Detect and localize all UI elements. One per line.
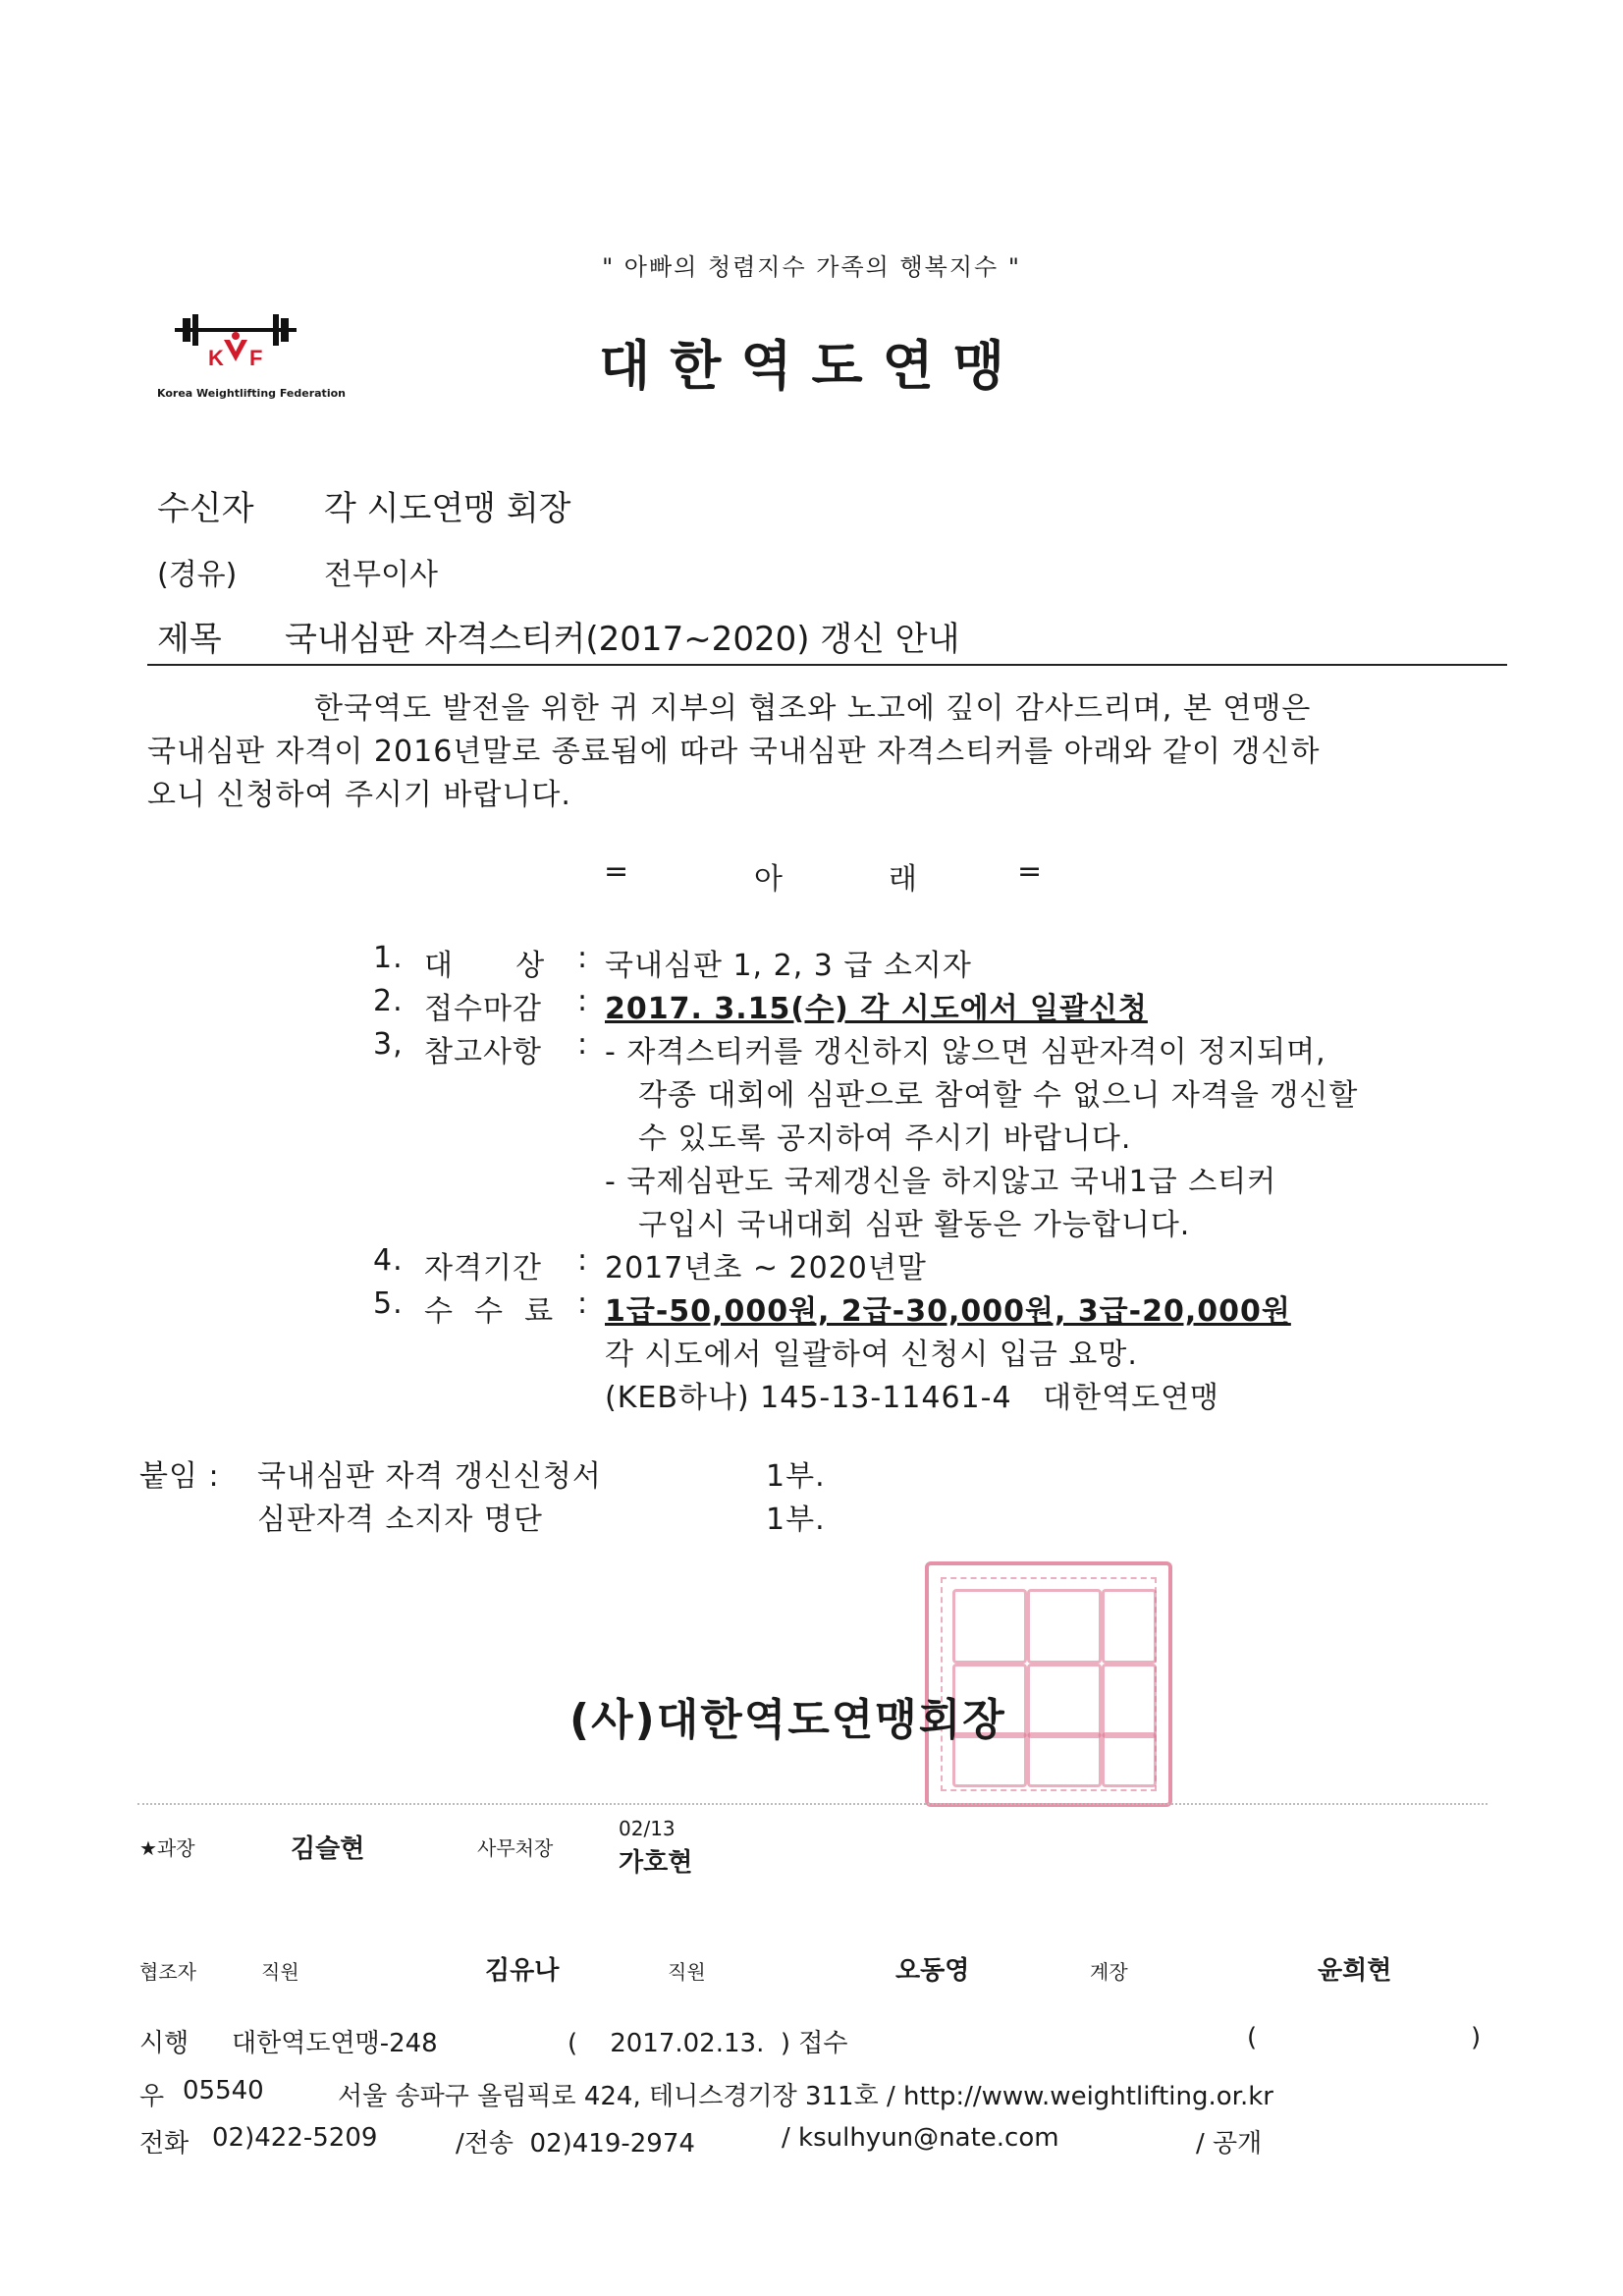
via-value: 전무이사 [324, 558, 438, 592]
slogan: " 아빠의 청렴지수 가족의 행복지수 " [602, 253, 1021, 281]
attachment-2-name: 심판자격 소지자 명단 [257, 1503, 543, 1537]
body-line-3: 오니 신청하여 주시기 바랍니다. [147, 778, 571, 812]
issue-doc-no: 대한역도연맹-248 [232, 2029, 438, 2058]
item-3-line-1: - 자격스티커를 갱신하지 않으면 심판자격이 정지되며, [605, 1035, 1326, 1069]
approval-divider [137, 1803, 1488, 1805]
org-title: 대한역도연맹 [599, 335, 1024, 397]
notice-a: 아 [754, 862, 784, 897]
item-3-line-4: - 국제심판도 국제갱신을 하지않고 국내1급 스티커 [605, 1165, 1277, 1199]
item-4-colon: : [577, 1243, 589, 1278]
item-2-value: 2017. 3.15(수) 각 시도에서 일괄신청 [605, 992, 1148, 1026]
item-4-num: 4. [373, 1243, 404, 1278]
logo-caption: Korea Weightlifting Federation [157, 387, 346, 400]
cooperator-2-role: 직원 [668, 1960, 706, 1984]
approval-role-1: ★과장 [139, 1836, 195, 1860]
item-1-label: 대 상 [424, 949, 546, 983]
notice-eq-left: = [604, 854, 630, 889]
via-label: (경유) [157, 558, 238, 592]
item-4-label: 자격기간 [424, 1251, 542, 1285]
item-4-value: 2017년초 ~ 2020년말 [605, 1251, 927, 1285]
item-3-num: 3, [373, 1027, 404, 1062]
cooperator-label: 협조자 [139, 1960, 196, 1984]
svg-text:K: K [208, 346, 224, 370]
item-5-num: 5. [373, 1286, 404, 1321]
recipient-label: 수신자 [157, 489, 254, 528]
item-2-num: 2. [373, 984, 404, 1018]
approval-role-2: 사무처장 [477, 1836, 554, 1860]
item-3-label: 참고사항 [424, 1035, 542, 1069]
address-label: 우 [139, 2082, 165, 2111]
address-zip: 05540 [183, 2076, 264, 2105]
body-line-1: 한국역도 발전을 위한 귀 지부의 협조와 노고에 깊이 감사드리며, 본 연맹은 [314, 691, 1312, 726]
item-5-value: 1급-50,000원, 2급-30,000원, 3급-20,000원 [605, 1294, 1291, 1329]
cooperator-3-name: 윤희현 [1318, 1956, 1392, 1986]
item-2-label: 접수마감 [424, 992, 542, 1026]
item-1-value: 국내심판 1, 2, 3 급 소지자 [605, 949, 972, 983]
receipt-close: ) [1471, 2023, 1482, 2052]
subject-divider [147, 664, 1507, 666]
item-5-colon: : [577, 1286, 589, 1321]
tel-label: 전화 [139, 2129, 189, 2159]
item-5-label: 수 수 료 [424, 1294, 555, 1329]
signer-title: (사)대한역도연맹회장 [569, 1695, 1006, 1745]
subject-label: 제목 [157, 620, 222, 659]
attachments-label: 붙임 : [139, 1459, 220, 1494]
attachment-2-count: 1부. [766, 1503, 826, 1537]
cooperator-2-name: 오동영 [895, 1956, 970, 1986]
fax-number: /전송 02)419-2974 [456, 2129, 695, 2159]
body-line-2: 국내심판 자격이 2016년말로 종료됨에 따라 국내심판 자격스티커를 아래와 같이 갱신하 [147, 735, 1321, 769]
item-5-line-1: 각 시도에서 일괄하여 신청시 입금 요망. [605, 1338, 1138, 1372]
tel-number: 02)422-5209 [212, 2123, 378, 2153]
attachment-1-count: 1부. [766, 1459, 826, 1494]
approval-name-2: 가호현 [619, 1848, 693, 1878]
svg-text:F: F [249, 346, 263, 370]
receipt-open: ( [1247, 2023, 1258, 2052]
notice-b: 래 [889, 862, 918, 897]
issue-date: ( 2017.02.13. ) 접수 [568, 2029, 848, 2058]
subject-value: 국내심판 자격스티커(2017~2020) 갱신 안내 [285, 620, 960, 659]
contact-email: / ksulhyun@nate.com [782, 2123, 1059, 2153]
approval-name-1: 김슬현 [291, 1834, 365, 1864]
cooperator-1-role: 직원 [261, 1960, 299, 1984]
item-5-line-2: (KEB하나) 145-13-11461-4 대한역도연맹 [605, 1381, 1220, 1415]
item-1-num: 1. [373, 941, 404, 975]
approval-date-2: 02/13 [619, 1817, 676, 1840]
item-1-colon: : [577, 941, 589, 975]
item-3-line-5: 구입시 국내대회 심판 활동은 가능합니다. [638, 1208, 1191, 1242]
address-text: 서울 송파구 올림픽로 424, 테니스경기장 311호 / http://www.weightlifting.or.kr [338, 2082, 1273, 2111]
item-3-colon: : [577, 1027, 589, 1062]
item-2-colon: : [577, 984, 589, 1018]
disclosure-status: / 공개 [1196, 2129, 1263, 2159]
cooperator-3-role: 계장 [1090, 1960, 1128, 1984]
notice-eq-right: = [1017, 854, 1044, 889]
attachment-1-name: 국내심판 자격 갱신신청서 [257, 1459, 602, 1494]
item-3-line-3: 수 있도록 공지하여 주시기 바랍니다. [638, 1121, 1132, 1156]
recipient-value: 각 시도연맹 회장 [324, 489, 571, 528]
cooperator-1-name: 김유나 [485, 1956, 560, 1986]
issue-label: 시행 [139, 2029, 189, 2058]
item-3-line-2: 각종 대회에 심판으로 참여할 수 없으니 자격을 갱신할 [638, 1078, 1359, 1113]
